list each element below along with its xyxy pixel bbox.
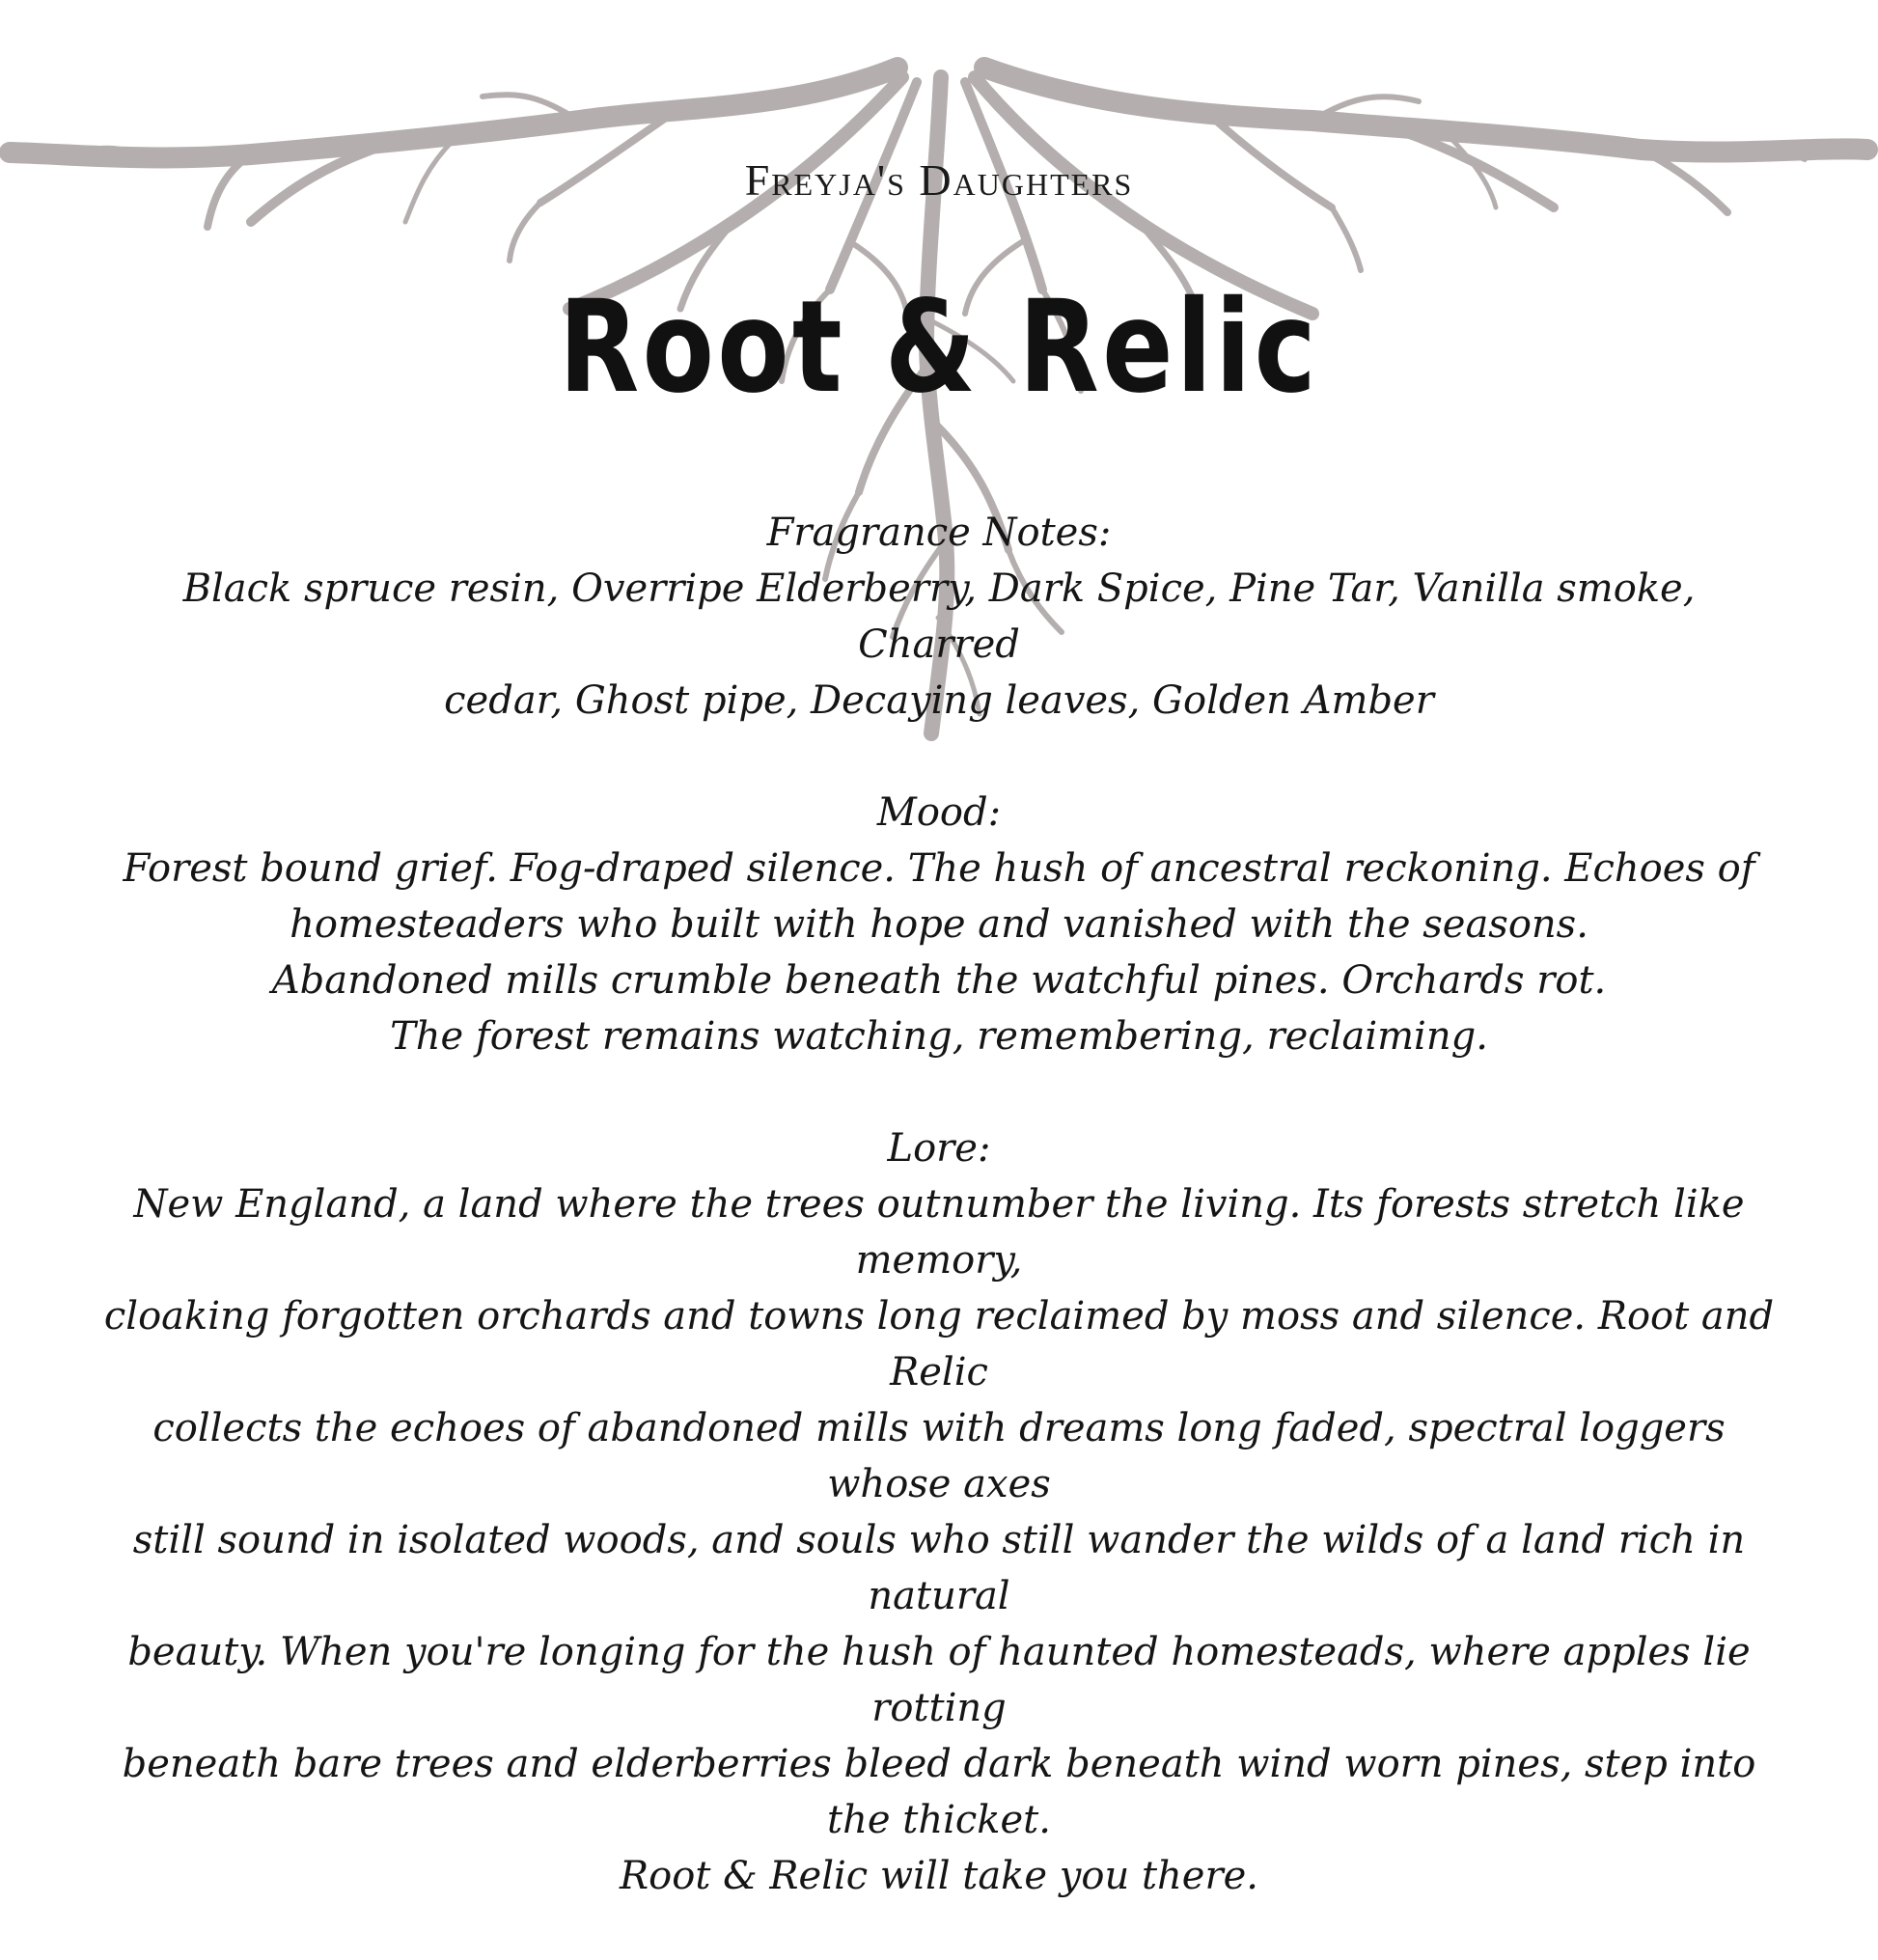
- lore-line: cloaking forgotten orchards and towns long reclaimed by moss and silence. Root and Relic: [103, 1294, 1775, 1394]
- lore-line: Root & Relic will take you there.: [620, 1854, 1258, 1898]
- lore-heading: Lore:: [887, 1126, 991, 1171]
- mood-section: [97, 785, 1781, 1064]
- mood-heading: Mood:: [876, 790, 1002, 835]
- fragrance-notes-heading: Fragrance Notes:: [766, 511, 1112, 555]
- lore-line: still sound in isolated woods, and souls who still wander the wilds of a land rich in natural: [132, 1518, 1746, 1618]
- mood-line: Abandoned mills crumble beneath the watchful pines. Orchards rot.: [271, 958, 1607, 1003]
- fragrance-notes-section: [97, 505, 1781, 729]
- mood-line: homesteaders who built with hope and vanished with the seasons.: [290, 902, 1588, 947]
- lore-line: beneath bare trees and elderberries bleed dark beneath wind worn pines, step into the thicket.: [122, 1742, 1756, 1842]
- lore-section: [97, 1120, 1781, 1904]
- brand-name: Freyja's Daughters: [744, 155, 1134, 205]
- product-description: [97, 505, 1781, 1960]
- lore-line: beauty. When you're longing for the hush of haunted homesteads, where apples lie rotting: [127, 1630, 1751, 1730]
- mood-line: The forest remains watching, remembering, reclaiming.: [390, 1014, 1488, 1059]
- mood-line: Forest bound grief. Fog-draped silence. The hush of ancestral reckoning. Echoes of: [123, 846, 1755, 891]
- lore-line: New England, a land where the trees outnumber the living. Its forests stretch like memory,: [133, 1182, 1745, 1283]
- fragrance-notes-line: Black spruce resin, Overripe Elderberry, Dark Spice, Pine Tar, Vanilla smoke, Charred: [182, 566, 1696, 667]
- lore-line: collects the echoes of abandoned mills with dreams long faded, spectral loggers whose axes: [152, 1406, 1726, 1506]
- product-title: Root & Relic: [558, 273, 1320, 422]
- root-left-main: [10, 68, 898, 157]
- fragrance-notes-line: cedar, Ghost pipe, Decaying leaves, Golden Amber: [444, 678, 1434, 723]
